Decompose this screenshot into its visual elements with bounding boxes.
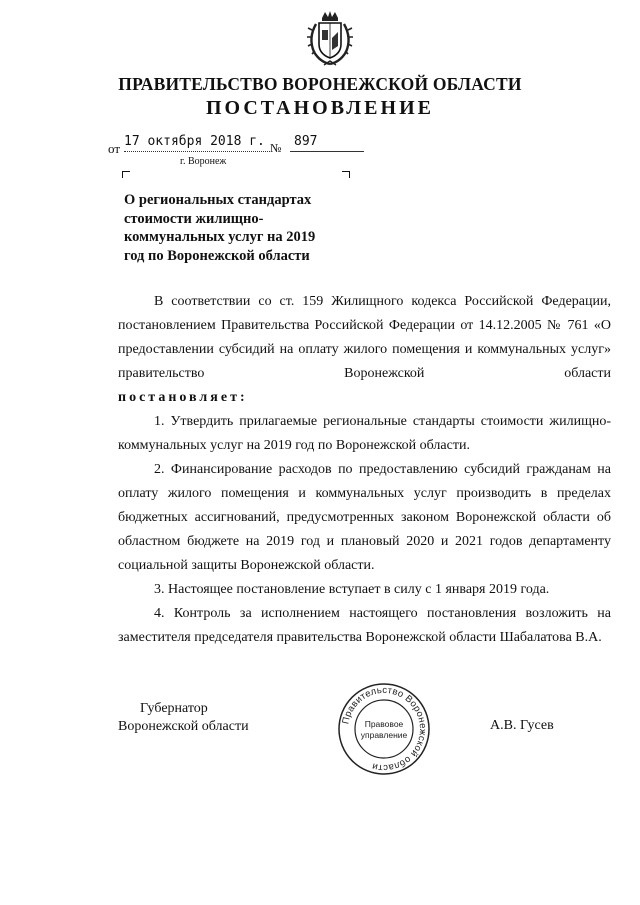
official-stamp (336, 681, 432, 777)
item-4: 4. Контроль за исполнением настоящего постановления возложить на заместителя председателя правительства Воронежской области Шабалатова В.А. (118, 606, 611, 645)
resolves-keyword: постановляет: (118, 390, 248, 405)
number-label: № (270, 141, 282, 155)
subject-bracket-right (342, 171, 350, 178)
from-label: от (108, 141, 121, 156)
stamp-center-line1: Правовое (364, 719, 404, 729)
svg-text:Правительство Воронежской обла (340, 685, 428, 773)
stamp-center-line2: управление (360, 730, 408, 740)
date-number-row (108, 134, 408, 156)
city-label: г. Воронеж (180, 156, 227, 167)
signatory-title-line1: Губернатор (140, 701, 208, 716)
signatory-name: А.В. Гусев (490, 718, 554, 733)
stamp-ring-text: Правительство Воронежской области (340, 684, 429, 774)
document-body (118, 290, 611, 650)
signatory-title (118, 700, 249, 736)
document-subject: О региональных стандартах стоимости жилищно-коммунальных услуг на 2019 год по Воронежской области (124, 192, 316, 264)
document-number: 897 (290, 134, 364, 152)
item-3: 3. Настоящее постановление вступает в силу с 1 января 2019 года. (154, 582, 550, 597)
document-date: 17 октября 2018 г. (124, 134, 270, 152)
coat-of-arms-emblem (304, 10, 356, 68)
preamble-paragraph: В соответствии со ст. 159 Жилищного кодекса Российской Федерации, постановлением Правительства Российской Федерации от 14.12.2005 № 761 «О предоставлении субсидий на оплату жилого помещения и коммунальных услуг» правительство Воронежской области (118, 294, 611, 381)
subject-bracket-left (122, 171, 130, 178)
item-1: 1. Утвердить прилагаемые региональные стандарты стоимости жилищно-коммунальных услуг на 2019 год по Воронежской области. (118, 414, 611, 453)
organization-title: ПРАВИТЕЛЬСТВО ВОРОНЕЖСКОЙ ОБЛАСТИ (118, 74, 522, 94)
document-type-heading: ПОСТАНОВЛЕНИЕ (206, 97, 434, 119)
signatory-title-line2: Воронежской области (118, 719, 249, 734)
item-2: 2. Финансирование расходов по предоставлению субсидий гражданам на оплату жилого помещения и коммунальных услуг производить в пределах бюджетных ассигнований, предусмотренных законом Воронежской области об областном бюджете на 2019 год и плановый 2020 и 2021 годов департаменту социальной защиты Воронежской области. (118, 462, 611, 573)
